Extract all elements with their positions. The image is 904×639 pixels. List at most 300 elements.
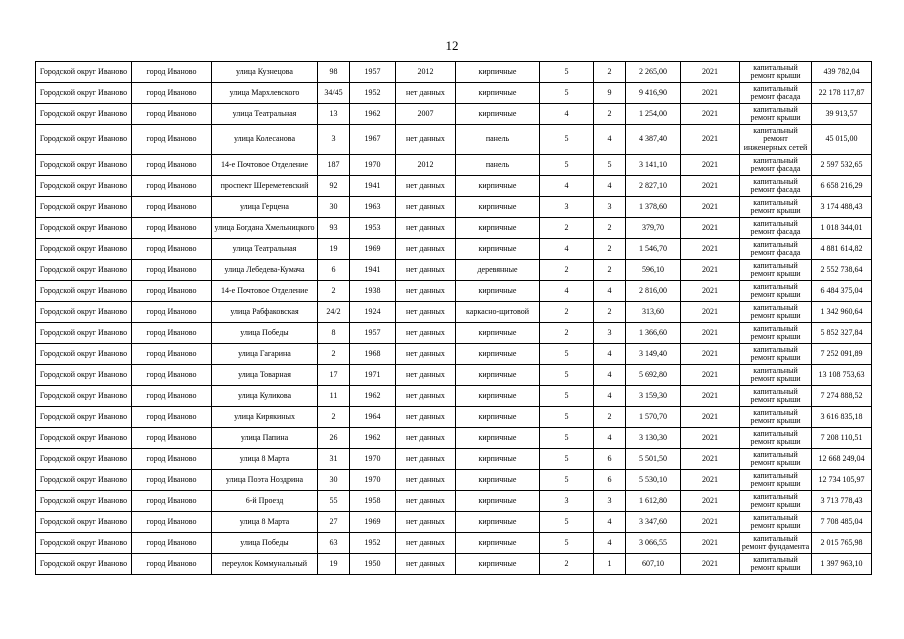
work-type-cell: капитальный ремонт крыши — [740, 386, 812, 407]
plan-year-cell: 2021 — [681, 218, 740, 239]
area-cell: 9 416,90 — [626, 83, 681, 104]
municipality-cell: Городской округ Иваново — [36, 239, 132, 260]
built-year-cell: 1970 — [350, 155, 396, 176]
city-cell: город Иваново — [132, 62, 212, 83]
built-year-cell: 1963 — [350, 197, 396, 218]
cost-cell: 1 342 960,64 — [812, 302, 872, 323]
last-repair-year-cell: нет данных — [396, 281, 456, 302]
street-cell: улица Гагарина — [212, 344, 318, 365]
wall-material-cell: кирпичные — [456, 533, 540, 554]
wall-material-cell: кирпичные — [456, 470, 540, 491]
street-cell: улица Лебедева-Кумача — [212, 260, 318, 281]
street-cell: улица Папина — [212, 428, 318, 449]
table-row — [36, 470, 872, 491]
built-year-cell: 1969 — [350, 239, 396, 260]
area-cell: 3 141,10 — [626, 155, 681, 176]
plan-year-cell: 2021 — [681, 449, 740, 470]
wall-material-cell: кирпичные — [456, 365, 540, 386]
plan-year-cell: 2021 — [681, 197, 740, 218]
cost-cell: 12 668 249,04 — [812, 449, 872, 470]
last-repair-year-cell: нет данных — [396, 197, 456, 218]
entrances-cell: 4 — [594, 281, 626, 302]
street-cell: переулок Коммунальный — [212, 554, 318, 575]
last-repair-year-cell: нет данных — [396, 554, 456, 575]
wall-material-cell: панель — [456, 155, 540, 176]
wall-material-cell: кирпичные — [456, 104, 540, 125]
entrances-cell: 2 — [594, 407, 626, 428]
cost-cell: 2 015 765,98 — [812, 533, 872, 554]
page-number: 12 — [445, 38, 459, 53]
plan-year-cell: 2021 — [681, 104, 740, 125]
last-repair-year-cell: нет данных — [396, 83, 456, 104]
built-year-cell: 1924 — [350, 302, 396, 323]
work-type-cell: капитальный ремонт крыши — [740, 281, 812, 302]
plan-year-cell: 2021 — [681, 302, 740, 323]
cost-cell: 7 274 888,52 — [812, 386, 872, 407]
floors-cell: 2 — [540, 260, 594, 281]
entrances-cell: 4 — [594, 125, 626, 155]
entrances-cell: 9 — [594, 83, 626, 104]
table-row — [36, 323, 872, 344]
municipality-cell: Городской округ Иваново — [36, 281, 132, 302]
built-year-cell: 1941 — [350, 260, 396, 281]
floors-cell: 2 — [540, 554, 594, 575]
last-repair-year-cell: нет данных — [396, 302, 456, 323]
floors-cell: 4 — [540, 176, 594, 197]
last-repair-year-cell: нет данных — [396, 449, 456, 470]
municipality-cell: Городской округ Иваново — [36, 470, 132, 491]
last-repair-year-cell: нет данных — [396, 323, 456, 344]
cost-cell: 2 552 738,64 — [812, 260, 872, 281]
area-cell: 1 366,60 — [626, 323, 681, 344]
plan-year-cell: 2021 — [681, 533, 740, 554]
table-row — [36, 218, 872, 239]
last-repair-year-cell: нет данных — [396, 491, 456, 512]
work-type-cell: капитальный ремонт крыши — [740, 323, 812, 344]
floors-cell: 5 — [540, 428, 594, 449]
city-cell: город Иваново — [132, 470, 212, 491]
last-repair-year-cell: 2012 — [396, 155, 456, 176]
area-cell: 2 827,10 — [626, 176, 681, 197]
built-year-cell: 1957 — [350, 62, 396, 83]
house-number-cell: 98 — [318, 62, 350, 83]
cost-cell: 22 178 117,87 — [812, 83, 872, 104]
municipality-cell: Городской округ Иваново — [36, 197, 132, 218]
last-repair-year-cell: нет данных — [396, 365, 456, 386]
wall-material-cell: кирпичные — [456, 83, 540, 104]
house-number-cell: 63 — [318, 533, 350, 554]
municipality-cell: Городской округ Иваново — [36, 533, 132, 554]
work-type-cell: капитальный ремонт крыши — [740, 62, 812, 83]
area-cell: 313,60 — [626, 302, 681, 323]
city-cell: город Иваново — [132, 83, 212, 104]
municipality-cell: Городской округ Иваново — [36, 491, 132, 512]
floors-cell: 4 — [540, 104, 594, 125]
work-type-cell: капитальный ремонт фундамента — [740, 533, 812, 554]
floors-cell: 5 — [540, 344, 594, 365]
entrances-cell: 2 — [594, 104, 626, 125]
municipality-cell: Городской округ Иваново — [36, 83, 132, 104]
floors-cell: 5 — [540, 386, 594, 407]
entrances-cell: 4 — [594, 344, 626, 365]
city-cell: город Иваново — [132, 281, 212, 302]
work-type-cell: капитальный ремонт крыши — [740, 344, 812, 365]
entrances-cell: 4 — [594, 533, 626, 554]
wall-material-cell: кирпичные — [456, 281, 540, 302]
city-cell: город Иваново — [132, 218, 212, 239]
street-cell: улица Богдана Хмельницкого — [212, 218, 318, 239]
last-repair-year-cell: нет данных — [396, 512, 456, 533]
cost-cell: 3 616 835,18 — [812, 407, 872, 428]
wall-material-cell: кирпичные — [456, 197, 540, 218]
built-year-cell: 1952 — [350, 83, 396, 104]
floors-cell: 3 — [540, 197, 594, 218]
built-year-cell: 1957 — [350, 323, 396, 344]
area-cell: 3 159,30 — [626, 386, 681, 407]
area-cell: 1 254,00 — [626, 104, 681, 125]
cost-cell: 6 484 375,04 — [812, 281, 872, 302]
last-repair-year-cell: нет данных — [396, 218, 456, 239]
wall-material-cell: деревянные — [456, 260, 540, 281]
street-cell: проспект Шереметевский — [212, 176, 318, 197]
city-cell: город Иваново — [132, 125, 212, 155]
built-year-cell: 1938 — [350, 281, 396, 302]
municipality-cell: Городской округ Иваново — [36, 323, 132, 344]
table-row — [36, 197, 872, 218]
entrances-cell: 4 — [594, 428, 626, 449]
street-cell: улица Кирякиных — [212, 407, 318, 428]
work-type-cell: капитальный ремонт крыши — [740, 491, 812, 512]
table-row — [36, 239, 872, 260]
city-cell: город Иваново — [132, 239, 212, 260]
built-year-cell: 1971 — [350, 365, 396, 386]
table-row — [36, 155, 872, 176]
area-cell: 607,10 — [626, 554, 681, 575]
table-row — [36, 260, 872, 281]
entrances-cell: 1 — [594, 554, 626, 575]
cost-cell: 45 015,00 — [812, 125, 872, 155]
work-type-cell: капитальный ремонт инженерных сетей — [740, 125, 812, 155]
table-row — [36, 83, 872, 104]
house-number-cell: 19 — [318, 239, 350, 260]
floors-cell: 5 — [540, 470, 594, 491]
plan-year-cell: 2021 — [681, 554, 740, 575]
built-year-cell: 1970 — [350, 449, 396, 470]
work-type-cell: капитальный ремонт фасада — [740, 155, 812, 176]
floors-cell: 3 — [540, 491, 594, 512]
street-cell: улица Театральная — [212, 239, 318, 260]
built-year-cell: 1941 — [350, 176, 396, 197]
cost-cell: 12 734 105,97 — [812, 470, 872, 491]
floors-cell: 5 — [540, 512, 594, 533]
municipality-cell: Городской округ Иваново — [36, 302, 132, 323]
area-cell: 5 692,80 — [626, 365, 681, 386]
cost-cell: 7 252 091,89 — [812, 344, 872, 365]
table-row — [36, 344, 872, 365]
cost-cell: 1 018 344,01 — [812, 218, 872, 239]
street-cell: улица Куликова — [212, 386, 318, 407]
housing-repair-table — [35, 61, 872, 575]
cost-cell: 2 597 532,65 — [812, 155, 872, 176]
wall-material-cell: кирпичные — [456, 386, 540, 407]
street-cell: улица Герцена — [212, 197, 318, 218]
built-year-cell: 1969 — [350, 512, 396, 533]
entrances-cell: 2 — [594, 62, 626, 83]
area-cell: 5 501,50 — [626, 449, 681, 470]
plan-year-cell: 2021 — [681, 323, 740, 344]
municipality-cell: Городской округ Иваново — [36, 554, 132, 575]
table-row — [36, 407, 872, 428]
table-row — [36, 302, 872, 323]
city-cell: город Иваново — [132, 365, 212, 386]
last-repair-year-cell: нет данных — [396, 407, 456, 428]
plan-year-cell: 2021 — [681, 176, 740, 197]
city-cell: город Иваново — [132, 386, 212, 407]
entrances-cell: 4 — [594, 512, 626, 533]
entrances-cell: 2 — [594, 260, 626, 281]
municipality-cell: Городской округ Иваново — [36, 104, 132, 125]
cost-cell: 3 713 778,43 — [812, 491, 872, 512]
area-cell: 1 570,70 — [626, 407, 681, 428]
floors-cell: 4 — [540, 281, 594, 302]
street-cell: улица Театральная — [212, 104, 318, 125]
last-repair-year-cell: нет данных — [396, 176, 456, 197]
area-cell: 1 612,80 — [626, 491, 681, 512]
plan-year-cell: 2021 — [681, 155, 740, 176]
built-year-cell: 1958 — [350, 491, 396, 512]
plan-year-cell: 2021 — [681, 83, 740, 104]
wall-material-cell: кирпичные — [456, 344, 540, 365]
last-repair-year-cell: нет данных — [396, 428, 456, 449]
city-cell: город Иваново — [132, 260, 212, 281]
house-number-cell: 55 — [318, 491, 350, 512]
plan-year-cell: 2021 — [681, 470, 740, 491]
plan-year-cell: 2021 — [681, 239, 740, 260]
street-cell: улица Рабфаковская — [212, 302, 318, 323]
street-cell: улица Поэта Ноздрина — [212, 470, 318, 491]
street-cell: улица Мархлевского — [212, 83, 318, 104]
floors-cell: 5 — [540, 365, 594, 386]
area-cell: 4 387,40 — [626, 125, 681, 155]
house-number-cell: 34/45 — [318, 83, 350, 104]
municipality-cell: Городской округ Иваново — [36, 260, 132, 281]
house-number-cell: 2 — [318, 344, 350, 365]
area-cell: 1 378,60 — [626, 197, 681, 218]
street-cell: улица 8 Марта — [212, 512, 318, 533]
work-type-cell: капитальный ремонт крыши — [740, 407, 812, 428]
table-row — [36, 449, 872, 470]
house-number-cell: 27 — [318, 512, 350, 533]
street-cell: улица Кузнецова — [212, 62, 318, 83]
street-cell: 14-е Почтовое Отделение — [212, 155, 318, 176]
plan-year-cell: 2021 — [681, 260, 740, 281]
floors-cell: 2 — [540, 323, 594, 344]
house-number-cell: 11 — [318, 386, 350, 407]
city-cell: город Иваново — [132, 491, 212, 512]
work-type-cell: капитальный ремонт фасада — [740, 176, 812, 197]
entrances-cell: 4 — [594, 386, 626, 407]
area-cell: 3 347,60 — [626, 512, 681, 533]
built-year-cell: 1962 — [350, 428, 396, 449]
city-cell: город Иваново — [132, 554, 212, 575]
floors-cell: 4 — [540, 239, 594, 260]
work-type-cell: капитальный ремонт крыши — [740, 365, 812, 386]
area-cell: 2 816,00 — [626, 281, 681, 302]
table-row — [36, 62, 872, 83]
work-type-cell: капитальный ремонт крыши — [740, 197, 812, 218]
last-repair-year-cell: нет данных — [396, 533, 456, 554]
wall-material-cell: кирпичные — [456, 218, 540, 239]
entrances-cell: 6 — [594, 449, 626, 470]
entrances-cell: 2 — [594, 239, 626, 260]
municipality-cell: Городской округ Иваново — [36, 344, 132, 365]
house-number-cell: 2 — [318, 281, 350, 302]
entrances-cell: 3 — [594, 323, 626, 344]
last-repair-year-cell: 2007 — [396, 104, 456, 125]
table-row — [36, 281, 872, 302]
work-type-cell: капитальный ремонт фасада — [740, 239, 812, 260]
city-cell: город Иваново — [132, 407, 212, 428]
last-repair-year-cell: нет данных — [396, 260, 456, 281]
area-cell: 5 530,10 — [626, 470, 681, 491]
cost-cell: 39 913,57 — [812, 104, 872, 125]
plan-year-cell: 2021 — [681, 281, 740, 302]
plan-year-cell: 2021 — [681, 365, 740, 386]
floors-cell: 5 — [540, 449, 594, 470]
city-cell: город Иваново — [132, 449, 212, 470]
work-type-cell: капитальный ремонт крыши — [740, 512, 812, 533]
municipality-cell: Городской округ Иваново — [36, 386, 132, 407]
floors-cell: 5 — [540, 407, 594, 428]
house-number-cell: 17 — [318, 365, 350, 386]
house-number-cell: 2 — [318, 407, 350, 428]
plan-year-cell: 2021 — [681, 407, 740, 428]
house-number-cell: 93 — [318, 218, 350, 239]
entrances-cell: 4 — [594, 176, 626, 197]
city-cell: город Иваново — [132, 512, 212, 533]
entrances-cell: 3 — [594, 197, 626, 218]
work-type-cell: капитальный ремонт крыши — [740, 260, 812, 281]
wall-material-cell: каркасно-щитовой — [456, 302, 540, 323]
built-year-cell: 1968 — [350, 344, 396, 365]
house-number-cell: 13 — [318, 104, 350, 125]
floors-cell: 5 — [540, 533, 594, 554]
wall-material-cell: кирпичные — [456, 554, 540, 575]
plan-year-cell: 2021 — [681, 428, 740, 449]
municipality-cell: Городской округ Иваново — [36, 62, 132, 83]
wall-material-cell: кирпичные — [456, 407, 540, 428]
table-row — [36, 533, 872, 554]
entrances-cell: 2 — [594, 302, 626, 323]
wall-material-cell: кирпичные — [456, 176, 540, 197]
house-number-cell: 6 — [318, 260, 350, 281]
house-number-cell: 30 — [318, 470, 350, 491]
plan-year-cell: 2021 — [681, 512, 740, 533]
entrances-cell: 2 — [594, 218, 626, 239]
house-number-cell: 8 — [318, 323, 350, 344]
floors-cell: 5 — [540, 83, 594, 104]
work-type-cell: капитальный ремонт крыши — [740, 302, 812, 323]
entrances-cell: 6 — [594, 470, 626, 491]
table-row — [36, 386, 872, 407]
entrances-cell: 3 — [594, 491, 626, 512]
municipality-cell: Городской округ Иваново — [36, 218, 132, 239]
municipality-cell: Городской округ Иваново — [36, 176, 132, 197]
last-repair-year-cell: нет данных — [396, 344, 456, 365]
built-year-cell: 1962 — [350, 104, 396, 125]
house-number-cell: 92 — [318, 176, 350, 197]
street-cell: улица Победы — [212, 533, 318, 554]
cost-cell: 13 108 753,63 — [812, 365, 872, 386]
street-cell: улица Товарная — [212, 365, 318, 386]
plan-year-cell: 2021 — [681, 62, 740, 83]
street-cell: улица Победы — [212, 323, 318, 344]
house-number-cell: 31 — [318, 449, 350, 470]
work-type-cell: капитальный ремонт фасада — [740, 218, 812, 239]
table-row — [36, 176, 872, 197]
plan-year-cell: 2021 — [681, 386, 740, 407]
wall-material-cell: кирпичные — [456, 239, 540, 260]
city-cell: город Иваново — [132, 428, 212, 449]
municipality-cell: Городской округ Иваново — [36, 155, 132, 176]
cost-cell: 5 852 327,84 — [812, 323, 872, 344]
street-cell: 14-е Почтовое Отделение — [212, 281, 318, 302]
area-cell: 1 546,70 — [626, 239, 681, 260]
street-cell: улица 8 Марта — [212, 449, 318, 470]
cost-cell: 7 708 485,04 — [812, 512, 872, 533]
floors-cell: 5 — [540, 155, 594, 176]
table-row — [36, 512, 872, 533]
area-cell: 3 066,55 — [626, 533, 681, 554]
built-year-cell: 1953 — [350, 218, 396, 239]
city-cell: город Иваново — [132, 323, 212, 344]
last-repair-year-cell: нет данных — [396, 239, 456, 260]
table-row — [36, 104, 872, 125]
wall-material-cell: кирпичные — [456, 449, 540, 470]
last-repair-year-cell: 2012 — [396, 62, 456, 83]
work-type-cell: капитальный ремонт крыши — [740, 470, 812, 491]
wall-material-cell: кирпичные — [456, 491, 540, 512]
cost-cell: 6 658 216,29 — [812, 176, 872, 197]
municipality-cell: Городской округ Иваново — [36, 407, 132, 428]
wall-material-cell: кирпичные — [456, 62, 540, 83]
municipality-cell: Городской округ Иваново — [36, 365, 132, 386]
plan-year-cell: 2021 — [681, 344, 740, 365]
last-repair-year-cell: нет данных — [396, 386, 456, 407]
house-number-cell: 19 — [318, 554, 350, 575]
work-type-cell: капитальный ремонт крыши — [740, 554, 812, 575]
wall-material-cell: кирпичные — [456, 512, 540, 533]
floors-cell: 2 — [540, 218, 594, 239]
area-cell: 379,70 — [626, 218, 681, 239]
city-cell: город Иваново — [132, 344, 212, 365]
table-row — [36, 125, 872, 155]
municipality-cell: Городской округ Иваново — [36, 512, 132, 533]
area-cell: 596,10 — [626, 260, 681, 281]
street-cell: 6-й Проезд — [212, 491, 318, 512]
table-row — [36, 428, 872, 449]
last-repair-year-cell: нет данных — [396, 470, 456, 491]
last-repair-year-cell: нет данных — [396, 125, 456, 155]
house-number-cell: 24/2 — [318, 302, 350, 323]
table-row — [36, 365, 872, 386]
house-number-cell: 3 — [318, 125, 350, 155]
plan-year-cell: 2021 — [681, 491, 740, 512]
floors-cell: 5 — [540, 125, 594, 155]
cost-cell: 7 208 110,51 — [812, 428, 872, 449]
house-number-cell: 187 — [318, 155, 350, 176]
wall-material-cell: панель — [456, 125, 540, 155]
